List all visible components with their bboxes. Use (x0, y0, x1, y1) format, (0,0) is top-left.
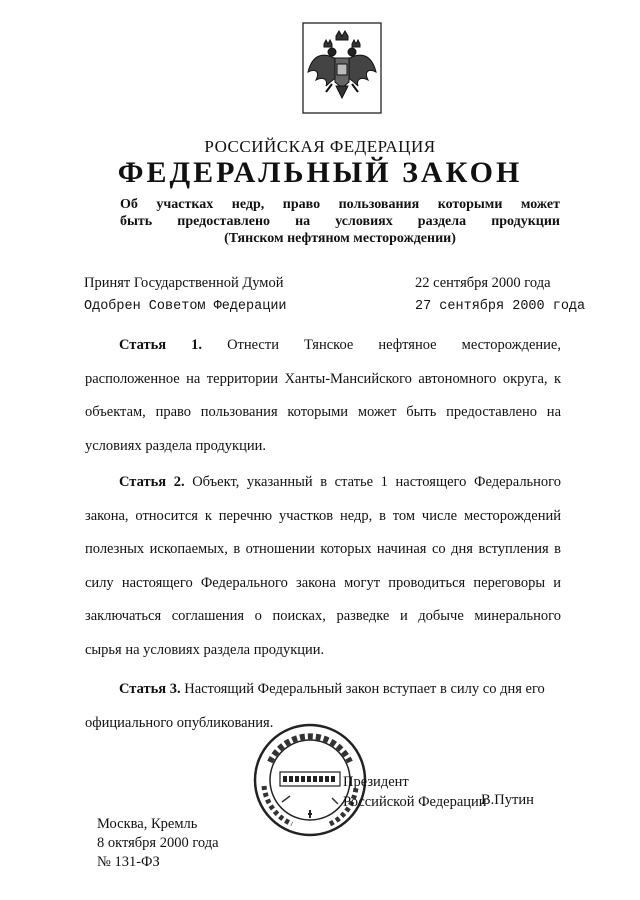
subtitle-line: Об участках недр, право пользования которыми может (120, 197, 560, 212)
double-headed-eagle-icon (302, 22, 382, 114)
article-label: Статья 2. (119, 474, 185, 490)
article-label: Статья 1. (119, 337, 203, 353)
signatory-title (343, 772, 487, 812)
council-approval-label: Одобрен Советом Федерации (84, 299, 287, 314)
subtitle-line: (Тянском нефтяном месторождении) (224, 231, 456, 246)
law-subtitle (120, 196, 560, 247)
duma-adoption-label: Принят Государственной Думой (84, 275, 284, 291)
signing-place: Москва, Кремль (97, 816, 198, 832)
subtitle-line: быть предоставлено на условиях раздела продукции (120, 214, 560, 229)
signatory-title-line2: Российской Федерации (343, 794, 487, 810)
law-number: № 131-ФЗ (97, 854, 160, 870)
signatory-name: В.Путин (481, 792, 534, 808)
article-3: Статья 3. Настоящий Федеральный закон вступает в силу со дня его официального опубликования. (85, 681, 545, 731)
signing-date: 8 октября 2000 года (97, 835, 219, 851)
article-label: Статья 3. (119, 681, 181, 697)
article-1: Статья 1. Отнести Тянское нефтяное месторождение, расположенное на территории Ханты-Мансийского автономного округа, к объектам, право пользования которыми может быть предоставлено на условиях раздела продукции. (85, 337, 561, 454)
council-approval-date: 27 сентября 2000 года (415, 299, 586, 314)
law-title: ФЕДЕРАЛЬНЫЙ ЗАКОН (117, 156, 523, 189)
signatory-title-line1: Президент (343, 774, 409, 790)
duma-adoption-date: 22 сентября 2000 года (415, 275, 551, 291)
article-2: Статья 2. Объект, указанный в статье 1 настоящего Федерального закона, относится к перечню участков недр, в том числе месторождений полезных ископаемых, в отношении которых начиная со дня вступления в силу настоящего Федерального закона могут проводиться переговоры и заключаться соглашения о поисках, разведке и добыче минерального сырья на условиях раздела продукции. (85, 474, 562, 658)
country-name: РОССИЙСКАЯ ФЕДЕРАЦИЯ (204, 137, 436, 156)
place-date-block (97, 815, 219, 872)
